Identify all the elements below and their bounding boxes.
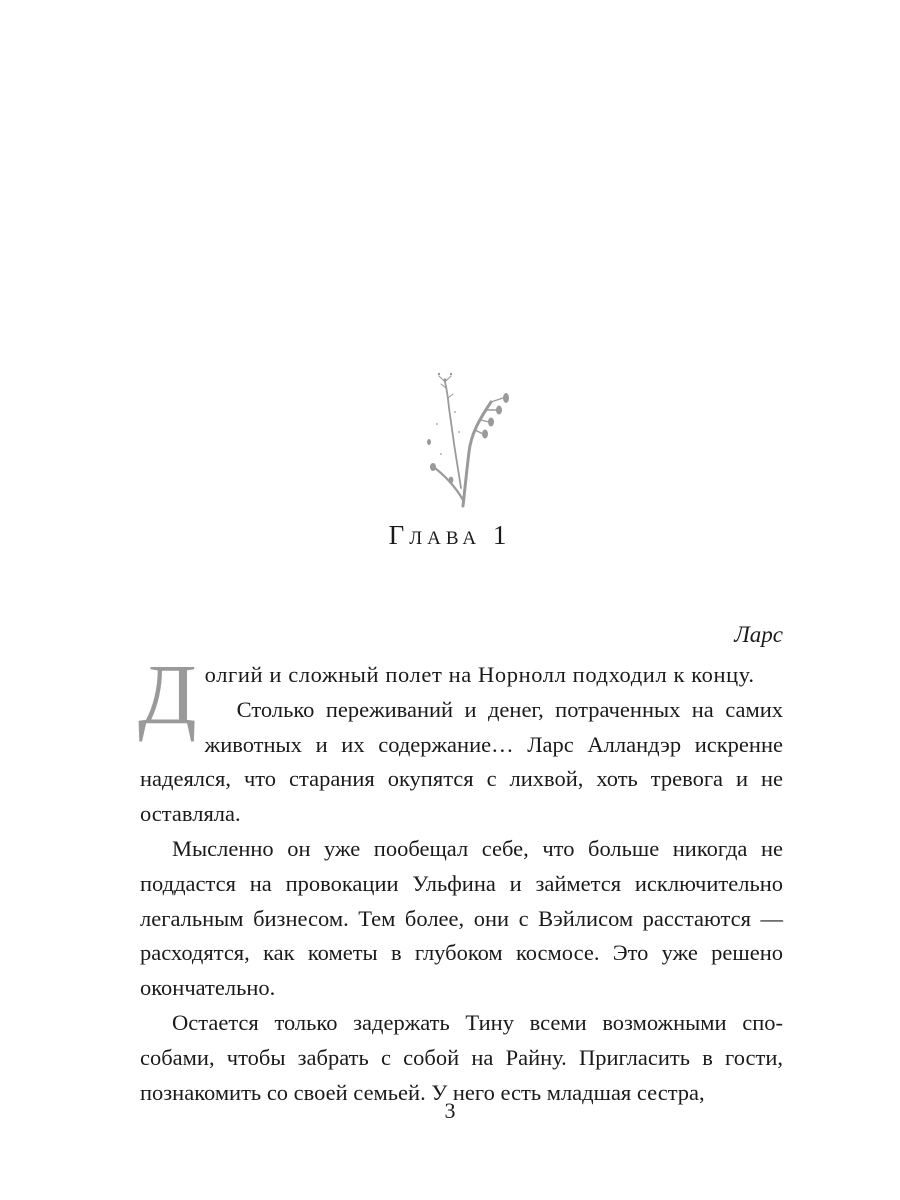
flower-sprig-icon — [405, 368, 515, 510]
drop-cap: Д — [138, 646, 197, 742]
paragraph: Остается только задержать Тину всеми возможными способами, чтобы забрать с собой на Райну. Пригласить в гости, познакомить со своей семьей. У него есть младшая сестра, — [140, 1009, 783, 1105]
chapter-pov-character: Ларс — [734, 622, 783, 647]
paragraph: Столько переживаний и денег, потраченных на самих животных и их содержание… Ларс Алландэр искренне надеялся, что старания окупятся с лихвой, хоть тревога и не оставляла. — [140, 696, 783, 827]
first-paragraph — [138, 646, 783, 742]
chapter-body — [138, 646, 783, 1110]
paragraph: Мысленно он уже пообещал себе, что больше никогда не поддастся на провокации Ульфина и займется исключительно легальным бизнесом. Тем более, они с Вэйлисом расстаются — расходятся, как кометы в глубоком космосе. Это уже решено окончательно. — [140, 835, 783, 1001]
chapter-title: Глава 1 — [388, 520, 512, 550]
page-number: 3 — [444, 1098, 456, 1123]
first-paragraph-text: олгий и сложный полет на Норнолл подходил к концу. — [204, 662, 755, 687]
